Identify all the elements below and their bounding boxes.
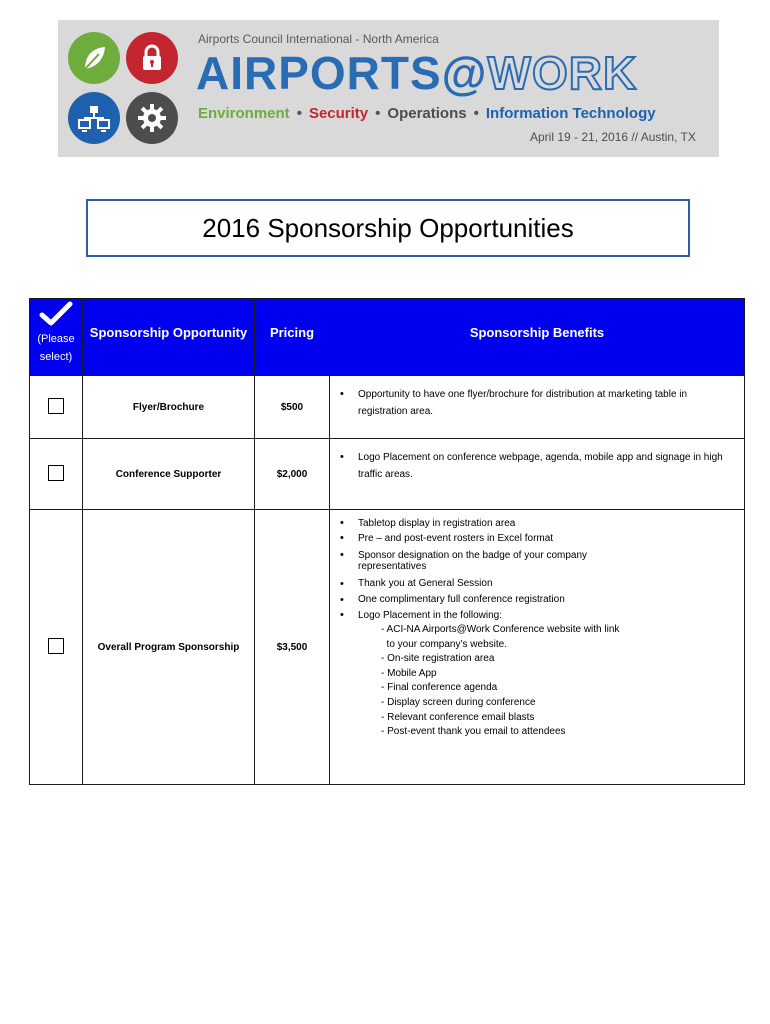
logo-placement-sub-item: - Post-event thank you email to attendees: [381, 726, 566, 738]
network-icon: [68, 92, 120, 144]
header-pricing: Pricing: [255, 299, 330, 376]
logo-placement-sub-item: to your company’s website.: [381, 638, 507, 650]
opportunity-price: $500: [255, 376, 330, 439]
track-information-technology: Information Technology: [485, 105, 656, 122]
opportunity-name: Flyer/Brochure: [83, 376, 255, 439]
leaf-icon: [68, 32, 120, 84]
table-row: [30, 510, 745, 785]
logo-placement-sub-item: - Mobile App: [381, 667, 437, 679]
benefits-cell: [330, 376, 745, 439]
opportunity-name: Conference Supporter: [83, 439, 255, 510]
logo-placement-sub-item: - Display screen during conference: [381, 696, 536, 708]
logo-placement-sub-item: - Relevant conference email blasts: [381, 711, 535, 723]
benefit-item: • Tabletop display in registration area: [338, 516, 736, 531]
header-opportunity: Sponsorship Opportunity: [83, 299, 255, 376]
header-select: [30, 299, 83, 376]
track-operations: Operations: [387, 105, 467, 122]
page-title-box: [86, 199, 690, 257]
benefit-item: • Sponsor designation on the badge of your company representatives: [338, 550, 736, 572]
banner-tracks: Environment • Security • Operations • Information Technology: [198, 105, 656, 122]
banner-org-name: Airports Council International - North America: [198, 32, 439, 46]
track-security: Security: [308, 105, 369, 122]
benefit-item: • Thank you at General Session: [338, 576, 736, 592]
benefit-item: • Logo Placement on conference webpage, agenda, mobile app and signage in high traffic areas.: [338, 449, 736, 483]
select-cell: [30, 510, 83, 785]
select-cell: [30, 376, 83, 439]
track-environment: Environment: [198, 105, 290, 122]
page-title: 2016 Sponsorship Opportunities: [202, 212, 574, 243]
opportunity-price: $2,000: [255, 439, 330, 510]
checkmark-icon: [39, 301, 73, 327]
opportunity-price: $3,500: [255, 510, 330, 785]
lock-icon: [126, 32, 178, 84]
benefit-item: • One complimentary full conference registration: [338, 592, 736, 608]
benefits-cell: [330, 510, 745, 785]
header-benefits: Sponsorship Benefits: [330, 299, 745, 376]
benefit-item: • Pre – and post-event rosters in Excel format: [338, 531, 736, 546]
sponsorship-table: [29, 298, 745, 785]
logo-placement-sub-item: - On-site registration area: [381, 653, 495, 665]
banner-title-outline: WORK: [487, 47, 638, 99]
table-row: [30, 439, 745, 510]
banner-title-main: AIRPORTS@: [196, 47, 488, 99]
benefit-item: • Logo Placement in the following:: [338, 608, 736, 623]
banner-date: April 19 - 21, 2016 // Austin, TX: [530, 130, 696, 144]
benefit-item: • Opportunity to have one flyer/brochure for distribution at marketing table in registration area.: [338, 386, 736, 420]
logo-placement-sub-item: - Final conference agenda: [381, 682, 498, 694]
select-checkbox-flyer[interactable]: [48, 398, 64, 414]
select-checkbox-conference-supporter[interactable]: [48, 465, 64, 481]
select-checkbox-overall-program[interactable]: [48, 638, 64, 654]
banner-event-title: [196, 48, 637, 98]
event-banner: [58, 20, 719, 157]
table-row: [30, 376, 745, 439]
select-cell: [30, 439, 83, 510]
gear-icon: [126, 92, 178, 144]
opportunity-name: Overall Program Sponsorship: [83, 510, 255, 785]
table-header-row: [30, 299, 745, 376]
logo-placement-sub-item: - ACI-NA Airports@Work Conference website with link: [381, 624, 620, 635]
header-please-label: (Please: [37, 333, 75, 345]
header-select-label: select): [39, 351, 73, 363]
benefits-cell: [330, 439, 745, 510]
